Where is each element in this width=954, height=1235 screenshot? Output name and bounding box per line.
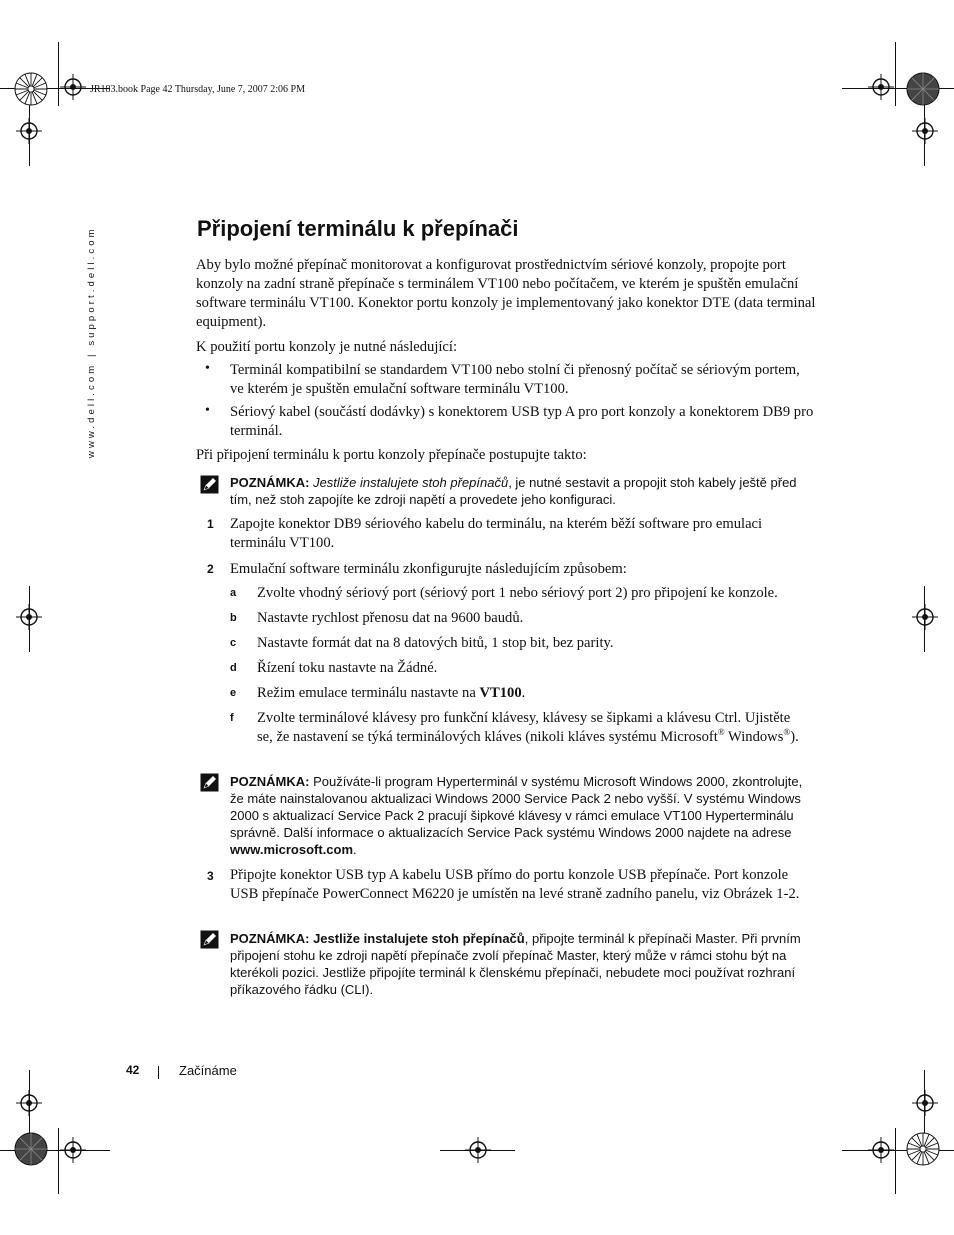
note-label: POZNÁMKA: xyxy=(230,475,310,490)
note-label: POZNÁMKA: xyxy=(230,931,310,946)
note-pencil-icon xyxy=(200,773,219,792)
bullet-marker: • xyxy=(205,403,210,418)
registration-mark-icon xyxy=(16,118,42,144)
note-1-lead: Jestliže instalujete stoh přepínačů xyxy=(313,475,509,490)
registered-mark: ® xyxy=(717,727,725,738)
registration-mark-icon xyxy=(912,1090,938,1116)
registered-mark: ® xyxy=(783,727,791,738)
note-2 xyxy=(230,773,818,858)
note-label: POZNÁMKA: xyxy=(230,774,310,789)
microsoft-link[interactable]: www.microsoft.com xyxy=(230,842,354,857)
print-header: JR183.book Page 42 Thursday, June 7, 2007 2:06 PM xyxy=(90,84,305,95)
substep-e-text xyxy=(257,684,817,703)
step-number: 3 xyxy=(207,869,214,883)
page-title: Připojení terminálu k přepínači xyxy=(197,216,519,241)
list-item: Sériový kabel (součástí dodávky) s konektorem USB typ A pro port konzoly a konektorem DB9 pro terminál. xyxy=(230,404,814,439)
step-2-text: Emulační software terminálu zkonfigurujte následujícím způsobem: xyxy=(230,561,627,577)
registration-mark-icon xyxy=(60,1137,86,1163)
substep-letter: f xyxy=(230,712,234,724)
substep-f-part: Zvolte terminálové klávesy pro funkční klávesy, klávesy se šipkami a klávesu Ctrl. Ujistěte se, že nastavení se týká terminálových kláves (nikoli kláves systému Microsoft xyxy=(257,710,791,745)
substep-letter: c xyxy=(230,637,237,649)
registration-mark-icon xyxy=(16,604,42,630)
substep-f-part: ). xyxy=(790,729,799,745)
substep-f-text xyxy=(257,709,807,747)
requirements-lead: K použití portu konzoly je nutné následující: xyxy=(196,339,458,355)
registration-mark-icon xyxy=(868,74,894,100)
note-1 xyxy=(230,474,818,508)
star-target-icon xyxy=(906,1132,940,1166)
substep-e-bold: VT100 xyxy=(479,685,522,701)
registration-mark-icon xyxy=(912,604,938,630)
star-target-icon xyxy=(14,1132,48,1166)
substep-c-text: Nastavte formát dat na 8 datových bitů, 1 stop bit, bez parity. xyxy=(257,635,614,651)
list-item: Terminál kompatibilní se standardem VT100 nebo stolní či přenosný počítač se sériovým portem, ve kterém je spuštěn emulační software terminálu VT100. xyxy=(230,362,800,397)
step-number: 2 xyxy=(207,562,214,576)
substep-f-part: Windows xyxy=(724,729,784,745)
step-number: 1 xyxy=(207,517,214,531)
footer-section-title: Začínáme xyxy=(179,1063,237,1078)
substep-letter: a xyxy=(230,587,237,599)
step-3-text: Připojte konektor USB typ A kabelu USB přímo do portu konzole USB přepínače. Port konzole USB přepínače PowerConnect M6220 je umístěn na levé straně zadního panelu, viz Obrázek 1-2. xyxy=(230,867,800,902)
substep-e-part: Režim emulace terminálu nastavte na xyxy=(257,685,480,701)
note-pencil-icon xyxy=(200,930,219,949)
registration-mark-icon xyxy=(868,1137,894,1163)
substep-letter: e xyxy=(230,687,237,699)
note-2-text: Používáte-li program Hyperterminál v systému Microsoft Windows 2000, zkontrolujte, že máte nainstalovanou aktualizaci Windows 2000 Service Pack 2 nebo vyšší. V systému Windows 2000 s aktualizací Service Pack 2 pracují šipkové klávesy v rámci emulace VT100 Hyperterminálu správně. Další informace o aktualizacích Service Pack systému Windows 2000 najdete na adrese xyxy=(230,774,803,840)
registration-mark-icon xyxy=(912,118,938,144)
note-3-text: , připojte terminál k přepínači Master. Při prvním připojení stohu ke zdroji napětí přepínače zvolí přepínač Master, který může v rámci stohu být na kterékoli pozici. Jestliže připojíte terminál k členskému přepínači, nebudete moci používat rozhraní příkazového řádku (CLI). xyxy=(230,931,801,997)
intro-paragraph: Aby bylo možné přepínač monitorovat a konfigurovat prostřednictvím sériové konzoly, propojte port konzoly na zadní straně přepínače s terminálem VT100 nebo počítačem, ve kterém je spuštěn emulační software terminálu VT100. Konektor portu konzoly je implementovaný jako konektor DTE (data terminal equipment). xyxy=(196,257,816,330)
star-target-icon xyxy=(906,72,940,106)
substep-b-text: Nastavte rychlost přenosu dat na 9600 baudů. xyxy=(257,610,524,626)
note-3-lead: Jestliže instalujete stoh přepínačů xyxy=(313,931,525,946)
substep-a-text: Zvolte vhodný sériový port (sériový port 1 nebo sériový port 2) pro připojení ke konzole. xyxy=(257,585,778,601)
registration-mark-icon xyxy=(60,74,86,100)
procedure-lead: Při připojení terminálu k portu konzoly přepínače postupujte takto: xyxy=(196,447,587,463)
substep-e-part: . xyxy=(521,685,526,701)
side-url: www.dell.com | support.dell.com xyxy=(86,226,97,458)
registration-mark-icon xyxy=(465,1137,491,1163)
note-3 xyxy=(230,930,818,998)
note-1-text: , je nutné sestavit a propojit stoh kabely ještě před tím, než stoh zapojíte ke zdroji napětí a provedete jeho konfiguraci. xyxy=(230,475,797,507)
note-2-end: . xyxy=(353,842,357,857)
substep-d-text: Řízení toku nastavte na Žádné. xyxy=(257,660,438,676)
star-target-icon xyxy=(14,72,48,106)
page-number: 42 xyxy=(126,1063,140,1077)
bullet-marker: • xyxy=(205,361,210,376)
step-1-text: Zapojte konektor DB9 sériového kabelu do terminálu, na kterém běží software pro emulaci terminálu VT100. xyxy=(230,516,763,551)
footer-divider xyxy=(158,1066,159,1079)
registration-mark-icon xyxy=(16,1090,42,1116)
substep-letter: b xyxy=(230,612,237,624)
substep-letter: d xyxy=(230,662,237,674)
note-pencil-icon xyxy=(200,475,219,494)
